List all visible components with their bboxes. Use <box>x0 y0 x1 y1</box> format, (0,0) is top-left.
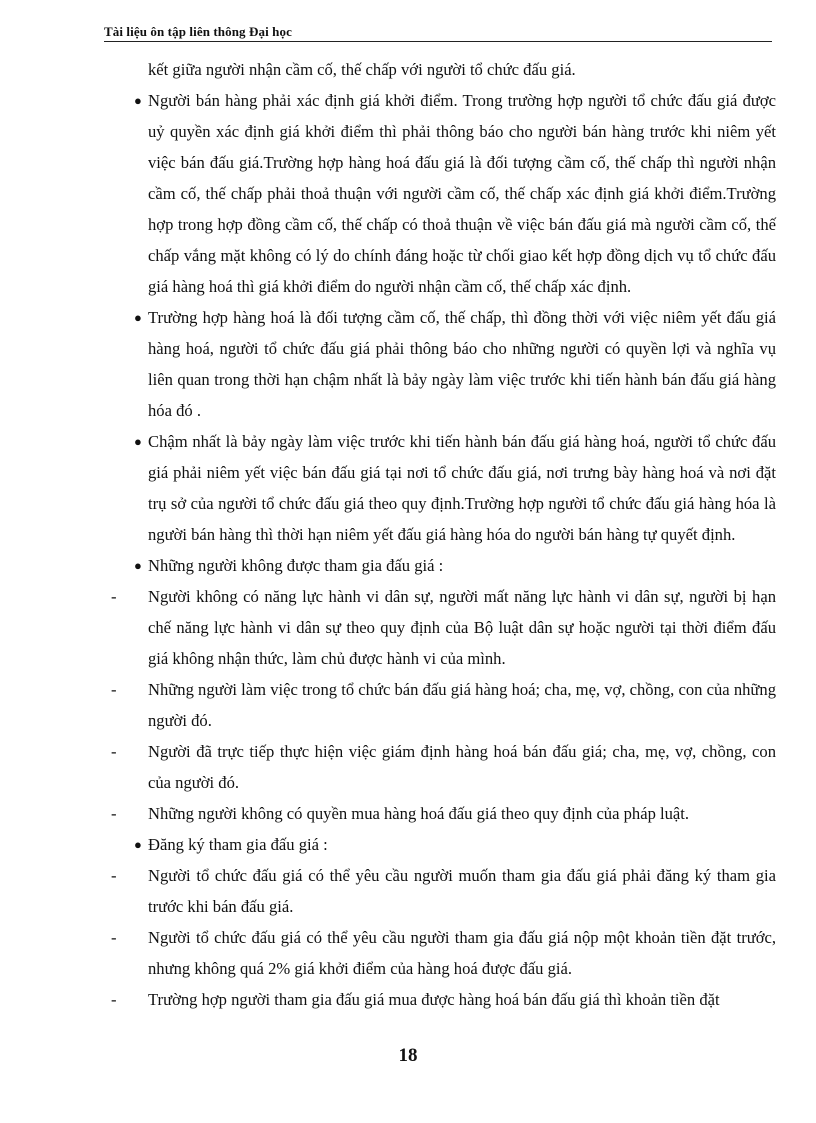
bullet-item: ● Chậm nhất là bảy ngày làm việc trước khi tiến hành bán đấu giá hàng hoá, người tổ chức đấu giá phải niêm yết việc bán đấu giá tại nơi tổ chức đấu giá, nơi trưng bày hàng hoá và nơi đặt trụ sở của người tổ chức đấu giá theo quy định.Trường hợp người tổ chức đấu giá hàng hóa là người bán hàng thì thời hạn niêm yết đấu giá hàng hóa do người bán hàng tự quyết định. <box>104 426 776 550</box>
dash-item: - Những người làm việc trong tổ chức bán đấu giá hàng hoá; cha, mẹ, vợ, chồng, con của những người đó. <box>104 674 776 736</box>
dash-icon: - <box>111 742 117 761</box>
dash-icon: - <box>111 680 117 699</box>
dash-item: - Những người không có quyền mua hàng hoá đấu giá theo quy định của pháp luật. <box>104 798 776 829</box>
bullet-item: ● Người bán hàng phải xác định giá khởi điểm. Trong trường hợp người tổ chức đấu giá được uỷ quyền xác định giá khởi điểm thì phải thông báo cho người bán hàng trước khi niêm yết việc bán đấu giá.Trường hợp hàng hoá đấu giá là đối tượng cầm cố, thế chấp thì người nhận cầm cố, thế chấp phải thoả thuận với người cầm cố, thế chấp xác định giá khởi điểm.Trường hợp trong hợp đồng cầm cố, thế chấp có thoả thuận về việc bán đấu giá mà người cầm cố, thế chấp vắng mặt không có lý do chính đáng hoặc từ chối giao kết hợp đồng dịch vụ tổ chức đấu giá hàng hoá thì giá khởi điểm do người nhận cầm cố, thế chấp xác định. <box>104 85 776 302</box>
dash-icon: - <box>111 990 117 1009</box>
document-header: Tài liệu ôn tập liên thông Đại học <box>104 24 772 42</box>
dash-item: - Người không có năng lực hành vi dân sự, người mất năng lực hành vi dân sự, người bị hạn chế năng lực hành vi dân sự theo quy định của Bộ luật dân sự hoặc người tại thời điểm đấu giá không nhận thức, làm chủ được hành vi của mình. <box>104 581 776 674</box>
dash-item: - Trường hợp người tham gia đấu giá mua được hàng hoá bán đấu giá thì khoản tiền đặt <box>104 984 776 1015</box>
bullet-icon: ● <box>134 93 142 108</box>
dash-item: - Người đã trực tiếp thực hiện việc giám định hàng hoá bán đấu giá; cha, mẹ, vợ, chồng, con của người đó. <box>104 736 776 798</box>
dash-item: - Người tổ chức đấu giá có thể yêu cầu người muốn tham gia đấu giá phải đăng ký tham gia trước khi bán đấu giá. <box>104 860 776 922</box>
page-number: 18 <box>398 1045 418 1066</box>
dash-icon: - <box>111 587 117 606</box>
document-body <box>104 54 776 1015</box>
dash-icon: - <box>111 804 117 823</box>
bullet-item: ● Những người không được tham gia đấu giá : <box>104 550 776 581</box>
dash-item: - Người tổ chức đấu giá có thể yêu cầu người tham gia đấu giá nộp một khoản tiền đặt trước, nhưng không quá 2% giá khởi điểm của hàng hoá được đấu giá. <box>104 922 776 984</box>
dash-icon: - <box>111 928 117 947</box>
bullet-item: ● Đăng ký tham gia đấu giá : <box>104 829 776 860</box>
bullet-icon: ● <box>134 434 142 449</box>
bullet-icon: ● <box>134 310 142 325</box>
bullet-icon: ● <box>134 558 142 573</box>
dash-icon: - <box>111 866 117 885</box>
bullet-item: ● Trường hợp hàng hoá là đối tượng cầm cố, thế chấp, thì đồng thời với việc niêm yết đấu giá hàng hoá, người tổ chức đấu giá phải thông báo cho những người có quyền lợi và nghĩa vụ liên quan trong thời hạn chậm nhất là bảy ngày làm việc trước khi tiến hành bán đấu giá hàng hóa đó . <box>104 302 776 426</box>
continued-paragraph: kết giữa người nhận cầm cố, thế chấp với người tổ chức đấu giá. <box>148 60 576 79</box>
bullet-icon: ● <box>134 837 142 852</box>
